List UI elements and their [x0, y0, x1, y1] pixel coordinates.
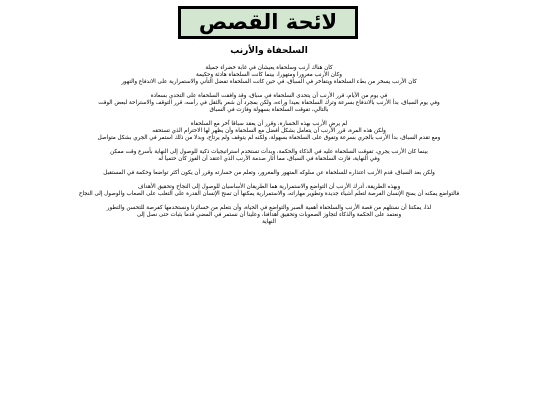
page-title-box — [178, 6, 358, 39]
story-line: وكان الأرنب مغرورا ومتهورا، بينما كانت السلحفاة هادئة وحكيمة — [196, 72, 342, 78]
story-line: بينما كان الأرنب يجري، تفوقت السلحفاة عليه في الذكاء والحكمة، وبدأت تستخدم استراتيجيات ذكية للوصول إلى النهاية بأسرع وقت ممكن — [110, 149, 428, 155]
story-line: لم يرض الأرنب بهذه الخسارة، وقرر أن يعقد سباقا آخر مع السلحفاة — [190, 121, 348, 127]
story-line: في يوم من الأيام، قرر الأرنب أن يتحدى السلحفاة في سباق، وقد وافقت السلحفاة على التحدي بسعادة — [150, 93, 388, 99]
story-line: وفي يوم السباق، بدأ الأرنب بالاندفاع بسرعة وترك السلحفاة بعيدا وراءه، ولكن بمجرد أن شعر بالثقل في رأسه، قرر التوقف والاستراحة لبعض الوقت — [98, 100, 440, 106]
story-paragraph-3 — [10, 121, 528, 142]
story-line: فالتواضع يمكنه أن يمنح الإنسان الفرصة لتعلم أشياء جديدة وتطوير مهاراته، والاستمرارية يمكنها أن تمنح الإنسان القدرة على التغلب على الصعاب والوصول إلى النجاح — [78, 191, 460, 197]
story-line: وفي النهاية، فازت السلحفاة في السباق، مما أثار صدمة الأرنب الذي اعتقد أن الفوز كان حتميا له — [158, 156, 380, 162]
page-title: لائحة القصص — [198, 10, 338, 34]
story-text — [10, 46, 528, 233]
story-paragraph-1 — [10, 65, 528, 86]
story-heading: السلحفاة والأرنب — [230, 46, 308, 56]
story-line: ولكن هذه المرة، قرر الأرنب أن يتعامل بشكل أفضل مع السلحفاة وأن يظهر لها الاحترام الذي تستحقه — [152, 128, 386, 134]
story-paragraph-5 — [10, 170, 528, 177]
story-paragraph-2 — [10, 93, 528, 114]
story-line: وبهذه الطريقة، أدرك الأرنب أن التواضع والاستمرارية هما الطريقان الأساسيان للوصول إلى النجاح وتحقيق الأهداف — [137, 184, 401, 190]
story-paragraph-7 — [10, 205, 528, 226]
story-line: ومع تقدم السباق، بدأ الأرنب بالجري بسرعة وتفوق على السلحفاة بسهولة، ولكنه لم يتوقف ولم يرتاح، وبدلا من ذلك استمر في الجري بشكل متواصل — [97, 135, 441, 141]
story-paragraph-6 — [10, 184, 528, 198]
story-paragraph-4 — [10, 149, 528, 163]
story-line: كان الأرنب يسخر من بطء السلحفاة ويتفاخر في السباق، في حين كانت السلحفاة تفضل التأني والاستمرارية على الاندفاع والتهور — [121, 79, 417, 85]
story-line: النهاية — [262, 219, 276, 225]
story-line: لذا، يمكننا أن نستلهم من قصة الأرنب والسلحفاة أهمية الصبر والتواضع في الحياة، وأن نتعلم من خسائرنا ونستخدمها كفرصة للتحسن والتطور — [106, 205, 432, 211]
story-line: كان هناك أرنب وسلحفاة يعيشان في غابة خضراء جميلة — [205, 65, 333, 71]
story-line: بالتالي، تفوقت السلحفاة بسهولة وفازت في السباق — [209, 107, 329, 113]
story-line: ونعتمد على الحكمة والذكاء لتجاوز الصعوبات وتحقيق أهدافنا، وعلينا أن نستمر في المضي قدما بثبات حتى نصل إلى — [136, 212, 402, 218]
story-line: ولكن بعد السباق، قدم الأرنب اعتذاره للسلحفاة عن سلوكه المتهور والمغرور، وتعلم من خسارته وقرر أن يكون أكثر تواضعا وحكمة في المستقبل — [103, 170, 435, 176]
